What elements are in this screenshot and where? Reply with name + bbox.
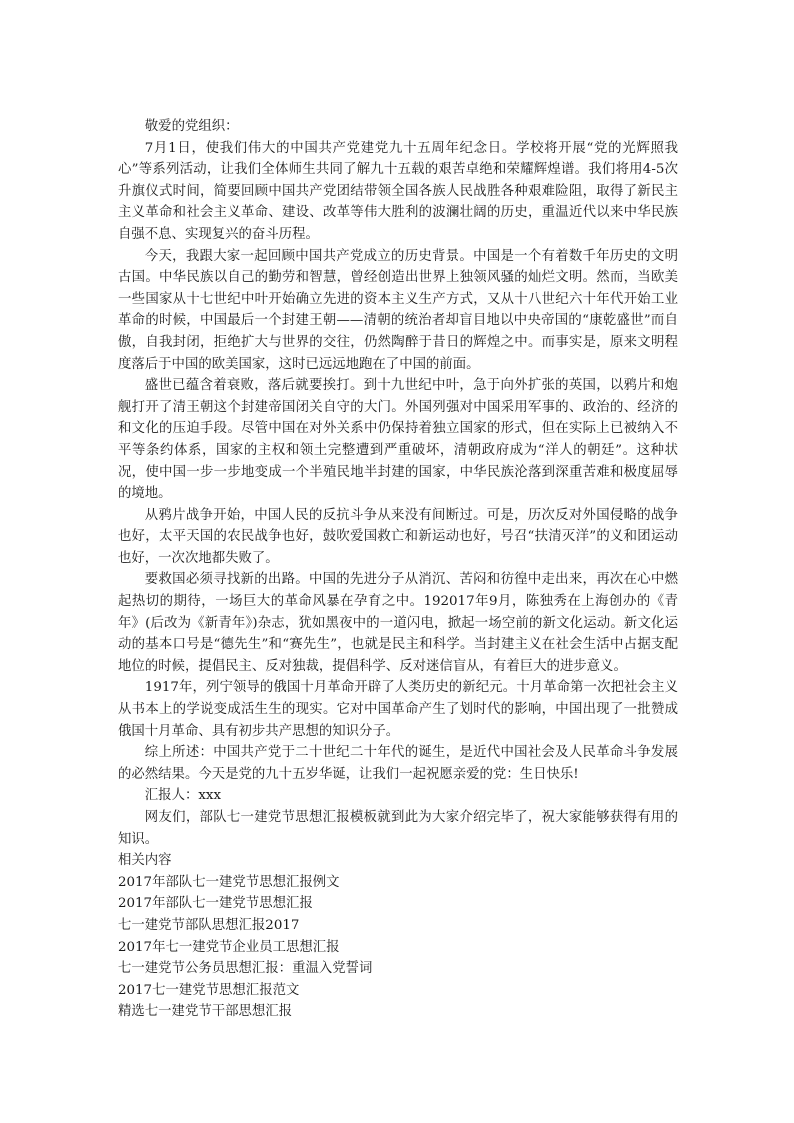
body-paragraph: 盛世已蕴含着衰败，落后就要挨打。到十九世纪中叶，急于向外扩张的英国，以鸦片和炮舰打开了清王朝这个封建帝国闭关自守的大门。外国列强对中国采用军事的、政治的、经济的和文化的压迫手段。尽管中国在对外关系中仍保持着独立国家的形式，但在实际上已被纳入不平等条约体系，国家的主权和领土完整遭到严重破坏，清朝政府成为“洋人的朝廷”。这种状况，使中国一步一步地变成一个半殖民地半封建的国家，中华民族沦落到深重苦难和极度屈辱的境地。 bbox=[118, 378, 678, 502]
related-link[interactable]: 2017年七一建党节企业员工思想汇报 bbox=[118, 939, 340, 955]
document-page bbox=[118, 116, 678, 1023]
related-link[interactable]: 精选七一建党节干部思想汇报 bbox=[118, 1004, 293, 1020]
body-paragraph: 1917年，列宁领导的俄国十月革命开辟了人类历史的新纪元。十月革命第一次把社会主义从书本上的学说变成活生生的现实。它对中国革命产生了划时代的影响，中国出现了一批赞成俄国十月革命、具有初步共产思想的知识分子。 bbox=[118, 680, 678, 739]
related-link[interactable]: 2017七一建党节思想汇报范文 bbox=[118, 982, 300, 998]
body-paragraph: 综上所述：中国共产党于二十世纪二十年代的诞生，是近代中国社会及人民革命斗争发展的必然结果。今天是党的九十五岁华诞，让我们一起祝愿亲爱的党：生日快乐! bbox=[118, 745, 678, 782]
closing-paragraph: 网友们，部队七一建党节思想汇报模板就到此为大家介绍完毕了，祝大家能够获得有用的知识。 bbox=[118, 810, 678, 847]
related-list bbox=[118, 872, 678, 1023]
related-link[interactable]: 2017年部队七一建党节思想汇报例文 bbox=[118, 874, 340, 890]
body-paragraph: 7月1日，使我们伟大的中国共产党建党九十五周年纪念日。学校将开展“党的光辉照我心”等系列活动，让我们全体师生共同了解九十五载的艰苦卓绝和荣耀辉煌谱。我们将用4-5次升旗仪式时间，简要回顾中国共产党团结带领全国各族人民战胜各种艰难险阻，取得了新民主主义革命和社会主义革命、建设、改革等伟大胜利的波澜壮阔的历史，重温近代以来中华民族自强不息、实现复兴的奋斗历程。 bbox=[118, 140, 678, 242]
related-link[interactable]: 七一建党节部队思想汇报2017 bbox=[118, 917, 300, 933]
related-content-title: 相关内容 bbox=[118, 853, 172, 869]
related-link[interactable]: 2017年部队七一建党节思想汇报 bbox=[118, 896, 313, 912]
body-paragraph: 从鸦片战争开始，中国人民的反抗斗争从来没有间断过。可是，历次反对外国侵略的战争也好，太平天国的农民战争也好，鼓吹爱国救亡和新运动也好，号召“扶清灭洋”的义和团运动也好，一次次地都失败了。 bbox=[118, 507, 678, 566]
related-content bbox=[118, 850, 678, 1023]
related-link[interactable]: 七一建党节公务员思想汇报：重温入党誓词 bbox=[118, 961, 373, 977]
body-paragraph: 今天，我跟大家一起回顾中国共产党成立的历史背景。中国是一个有着数千年历史的文明古国。中华民族以自己的勤劳和智慧，曾经创造出世界上独领风骚的灿烂文明。然而，当欧美一些国家从十七世纪中叶开始确立先进的资本主义生产方式，又从十八世纪六十年代开始工业革命的时候，中国最后一个封建王朝——清朝的统治者却盲目地以中央帝国的“康乾盛世”而自傲，自我封闭，拒绝扩大与世界的交往，仍然陶醉于昔日的辉煌之中。而事实是，原来文明程度落后于中国的欧美国家，这时已远远地跑在了中国的前面。 bbox=[118, 248, 678, 372]
body-paragraph: 要救国必须寻找新的出路。中国的先进分子从消沉、苦闷和彷徨中走出来，再次在心中燃起热切的期待，一场巨大的革命风暴在孕育之中。192017年9月，陈独秀在上海创办的《青年》(后改为《新青年》)杂志，犹如黑夜中的一道闪电，掀起一场空前的新文化运动。新文化运动的基本口号是“德先生”和“赛先生”，也就是民主和科学。当封建主义在社会生活中占据支配地位的时候，提倡民主、反对独裁，提倡科学、反对迷信盲从，有着巨大的进步意义。 bbox=[118, 572, 678, 674]
signature: 汇报人：xxx bbox=[144, 788, 222, 804]
salutation: 敬爱的党组织： bbox=[144, 119, 239, 134]
